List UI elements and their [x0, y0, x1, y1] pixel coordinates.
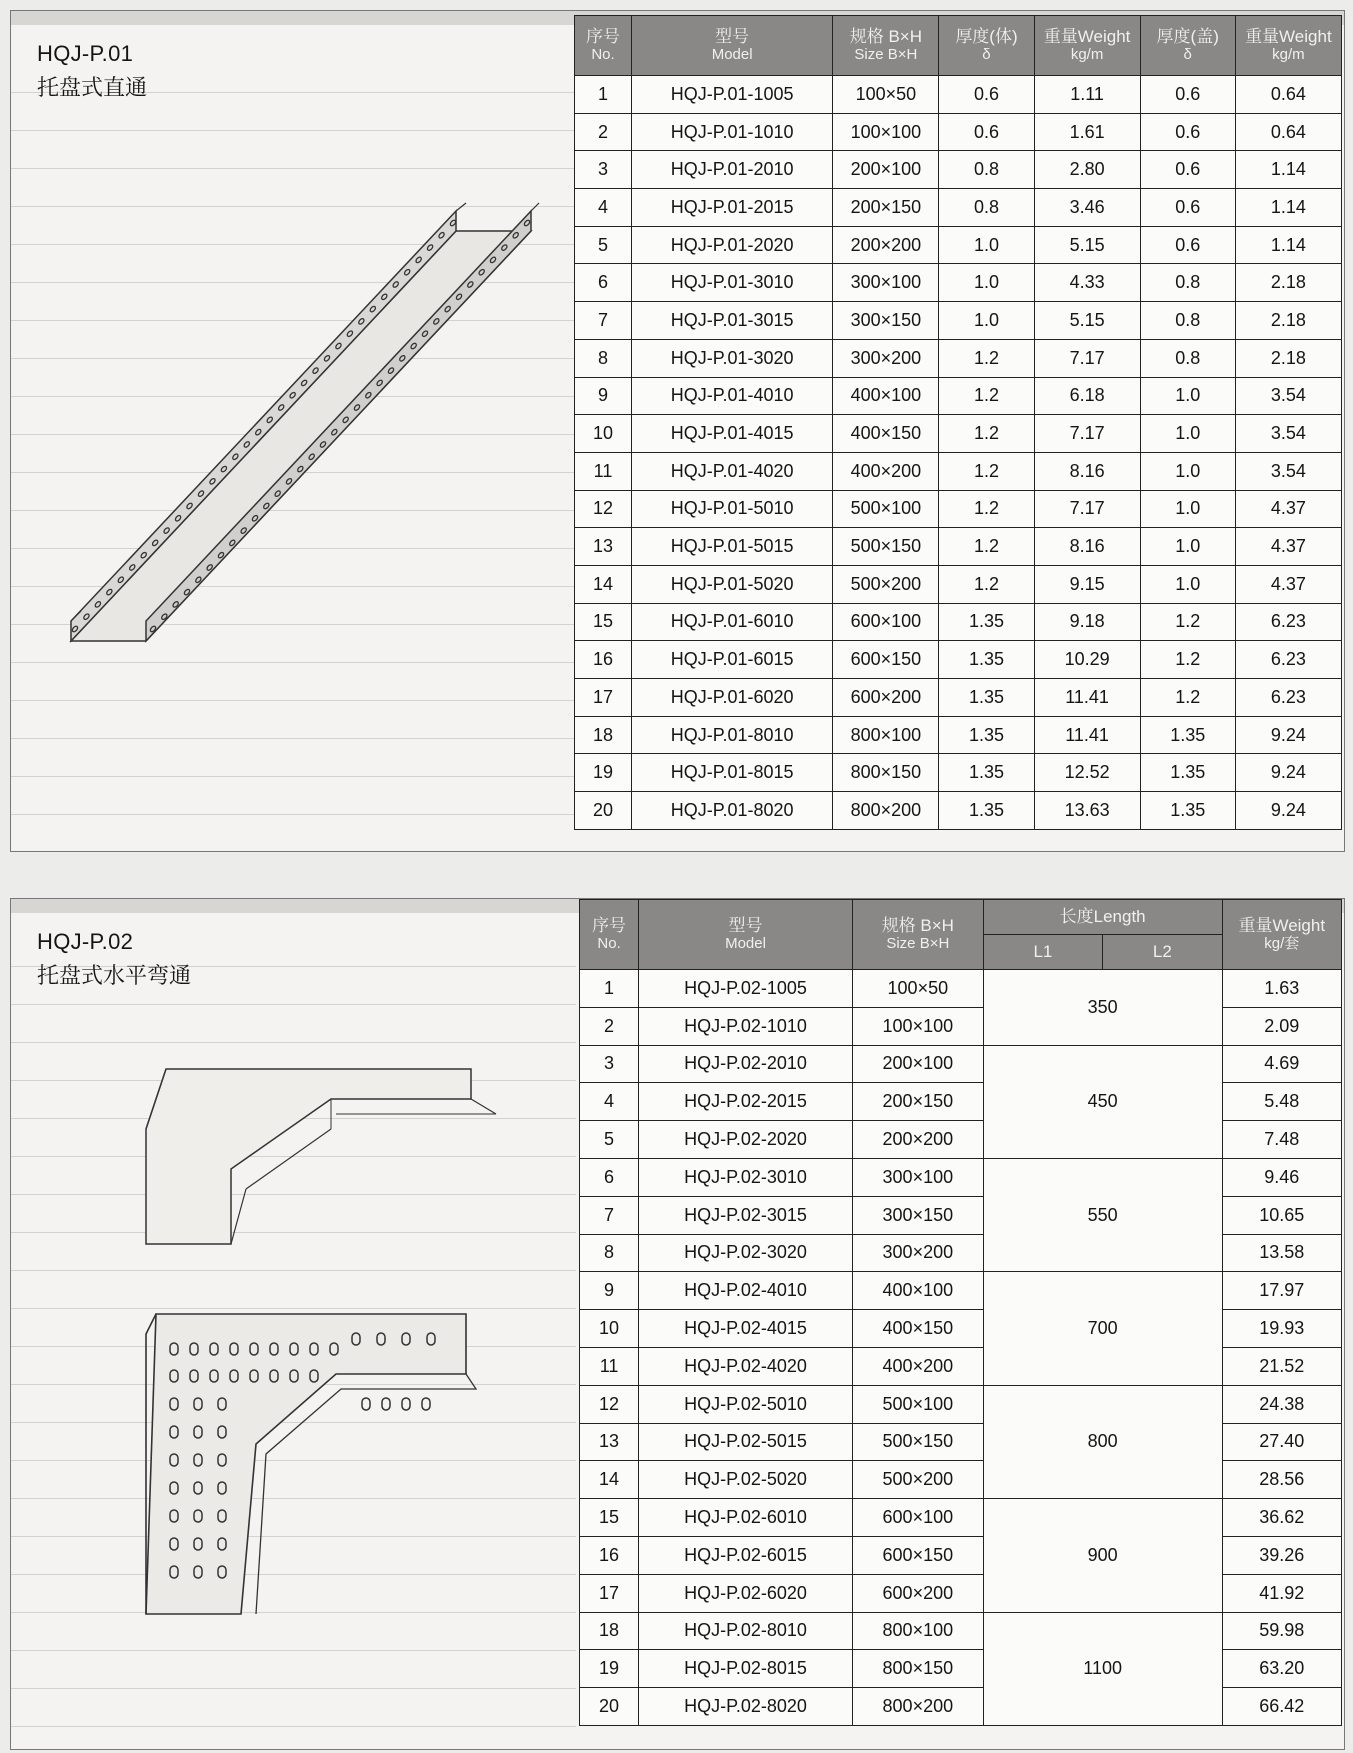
row-no-cell: 16 — [580, 1536, 639, 1574]
model-cell: HQJ-P.02-8020 — [639, 1688, 853, 1726]
row-no-cell: 2 — [580, 1007, 639, 1045]
row-no-cell: 11 — [580, 1347, 639, 1385]
weight-cell: 2.09 — [1222, 1007, 1341, 1045]
table-row — [575, 415, 1342, 453]
thickness-body-cell: 1.35 — [939, 716, 1034, 754]
row-no-cell: 15 — [580, 1499, 639, 1537]
weight-cell: 63.20 — [1222, 1650, 1341, 1688]
weight-body-cell: 3.46 — [1034, 189, 1140, 227]
thickness-cover-cell: 1.0 — [1140, 377, 1235, 415]
thickness-body-cell: 0.6 — [939, 113, 1034, 151]
table-row — [580, 970, 1342, 1008]
product-code: HQJ-P.02 — [37, 929, 134, 954]
size-cell: 300×150 — [833, 302, 939, 340]
row-no-cell: 12 — [580, 1385, 639, 1423]
row-no-cell: 8 — [575, 339, 632, 377]
weight-cell: 17.97 — [1222, 1272, 1341, 1310]
weight-cell: 9.46 — [1222, 1158, 1341, 1196]
product-name: 托盘式直通 — [37, 75, 148, 100]
length-cell: 900 — [983, 1499, 1222, 1612]
weight-body-cell: 12.52 — [1034, 754, 1140, 792]
product-code: HQJ-P.01 — [37, 41, 134, 66]
row-no-cell: 4 — [575, 189, 632, 227]
table-row — [580, 1688, 1342, 1726]
weight-cell: 28.56 — [1222, 1461, 1341, 1499]
table-row — [580, 1385, 1342, 1423]
thickness-body-cell: 1.35 — [939, 679, 1034, 717]
table-row — [580, 1234, 1342, 1272]
weight-cell: 10.65 — [1222, 1196, 1341, 1234]
thickness-body-cell: 1.35 — [939, 641, 1034, 679]
size-cell: 500×200 — [833, 565, 939, 603]
thickness-body-cell: 1.35 — [939, 792, 1034, 830]
length-cell: 550 — [983, 1158, 1222, 1271]
table-row — [580, 1007, 1342, 1045]
weight-cover-cell: 6.23 — [1235, 679, 1341, 717]
weight-cell: 59.98 — [1222, 1612, 1341, 1650]
weight-body-cell: 8.16 — [1034, 452, 1140, 490]
model-cell: HQJ-P.02-1010 — [639, 1007, 853, 1045]
thickness-cover-cell: 0.6 — [1140, 226, 1235, 264]
size-cell: 200×150 — [833, 189, 939, 227]
table-row — [580, 1045, 1342, 1083]
size-cell: 300×200 — [852, 1234, 983, 1272]
weight-cell: 66.42 — [1222, 1688, 1341, 1726]
model-cell: HQJ-P.02-8015 — [639, 1650, 853, 1688]
thickness-cover-cell: 1.2 — [1140, 641, 1235, 679]
size-cell: 500×200 — [852, 1461, 983, 1499]
size-cell: 400×200 — [833, 452, 939, 490]
size-cell: 500×150 — [852, 1423, 983, 1461]
table-row — [580, 1423, 1342, 1461]
weight-body-cell: 13.63 — [1034, 792, 1140, 830]
row-no-cell: 6 — [580, 1158, 639, 1196]
row-no-cell: 19 — [575, 754, 632, 792]
row-no-cell: 11 — [575, 452, 632, 490]
weight-cover-cell: 6.23 — [1235, 603, 1341, 641]
weight-cover-cell: 1.14 — [1235, 189, 1341, 227]
table-row — [575, 603, 1342, 641]
weight-body-cell: 4.33 — [1034, 264, 1140, 302]
model-cell: HQJ-P.01-3020 — [632, 339, 833, 377]
size-cell: 300×100 — [852, 1158, 983, 1196]
length-cell: 800 — [983, 1385, 1222, 1498]
model-cell: HQJ-P.01-4010 — [632, 377, 833, 415]
size-cell: 200×100 — [852, 1045, 983, 1083]
row-no-cell: 16 — [575, 641, 632, 679]
length-cell: 450 — [983, 1045, 1222, 1158]
table-row — [575, 377, 1342, 415]
spec-table-straight — [574, 15, 1342, 830]
table-row — [575, 565, 1342, 603]
model-cell: HQJ-P.01-4015 — [632, 415, 833, 453]
size-cell: 400×100 — [833, 377, 939, 415]
row-no-cell: 6 — [575, 264, 632, 302]
weight-cover-cell: 9.24 — [1235, 754, 1341, 792]
model-cell: HQJ-P.02-2015 — [639, 1083, 853, 1121]
size-cell: 600×200 — [852, 1574, 983, 1612]
weight-cover-cell: 3.54 — [1235, 415, 1341, 453]
thickness-body-cell: 1.35 — [939, 603, 1034, 641]
thickness-body-cell: 1.2 — [939, 490, 1034, 528]
header-thickness-body: 厚度(体) δ — [939, 16, 1034, 76]
weight-cell: 13.58 — [1222, 1234, 1341, 1272]
row-no-cell: 14 — [575, 565, 632, 603]
model-cell: HQJ-P.02-3010 — [639, 1158, 853, 1196]
model-cell: HQJ-P.02-3020 — [639, 1234, 853, 1272]
weight-body-cell: 11.41 — [1034, 679, 1140, 717]
header-l1: L1 — [983, 935, 1102, 970]
thickness-cover-cell: 1.35 — [1140, 716, 1235, 754]
thickness-cover-cell: 1.0 — [1140, 490, 1235, 528]
thickness-cover-cell: 0.8 — [1140, 302, 1235, 340]
table-row — [575, 113, 1342, 151]
thickness-body-cell: 1.2 — [939, 339, 1034, 377]
size-cell: 100×100 — [833, 113, 939, 151]
row-no-cell: 17 — [580, 1574, 639, 1612]
product-section-straight-tray — [10, 10, 1345, 852]
model-cell: HQJ-P.01-6010 — [632, 603, 833, 641]
thickness-cover-cell: 0.8 — [1140, 264, 1235, 302]
weight-body-cell: 7.17 — [1034, 415, 1140, 453]
size-cell: 800×200 — [852, 1688, 983, 1726]
size-cell: 600×200 — [833, 679, 939, 717]
table-row — [575, 339, 1342, 377]
size-cell: 100×50 — [833, 76, 939, 114]
model-cell: HQJ-P.02-6020 — [639, 1574, 853, 1612]
size-cell: 400×200 — [852, 1347, 983, 1385]
weight-cell: 24.38 — [1222, 1385, 1341, 1423]
weight-cell: 7.48 — [1222, 1121, 1341, 1159]
model-cell: HQJ-P.01-5020 — [632, 565, 833, 603]
table-row — [575, 716, 1342, 754]
model-cell: HQJ-P.02-4015 — [639, 1310, 853, 1348]
size-cell: 800×200 — [833, 792, 939, 830]
size-cell: 300×200 — [833, 339, 939, 377]
weight-body-cell: 10.29 — [1034, 641, 1140, 679]
model-cell: HQJ-P.01-1010 — [632, 113, 833, 151]
weight-body-cell: 9.18 — [1034, 603, 1140, 641]
table-row — [575, 792, 1342, 830]
row-no-cell: 12 — [575, 490, 632, 528]
weight-cover-cell: 4.37 — [1235, 528, 1341, 566]
model-cell: HQJ-P.02-2020 — [639, 1121, 853, 1159]
table-row — [575, 264, 1342, 302]
weight-cell: 39.26 — [1222, 1536, 1341, 1574]
thickness-cover-cell: 1.2 — [1140, 679, 1235, 717]
model-cell: HQJ-P.02-2010 — [639, 1045, 853, 1083]
model-cell: HQJ-P.02-4020 — [639, 1347, 853, 1385]
row-no-cell: 10 — [580, 1310, 639, 1348]
weight-body-cell: 9.15 — [1034, 565, 1140, 603]
weight-cover-cell: 9.24 — [1235, 792, 1341, 830]
row-no-cell: 15 — [575, 603, 632, 641]
weight-cover-cell: 4.37 — [1235, 490, 1341, 528]
horizontal-bend-outline-illustration — [136, 1059, 516, 1249]
thickness-cover-cell: 0.8 — [1140, 339, 1235, 377]
weight-body-cell: 1.61 — [1034, 113, 1140, 151]
weight-body-cell: 5.15 — [1034, 302, 1140, 340]
table-row — [575, 151, 1342, 189]
model-cell: HQJ-P.01-2010 — [632, 151, 833, 189]
weight-body-cell: 8.16 — [1034, 528, 1140, 566]
table-row — [575, 754, 1342, 792]
row-no-cell: 1 — [575, 76, 632, 114]
weight-cell: 4.69 — [1222, 1045, 1341, 1083]
weight-cover-cell: 1.14 — [1235, 226, 1341, 264]
weight-cell: 19.93 — [1222, 1310, 1341, 1348]
weight-cell: 41.92 — [1222, 1574, 1341, 1612]
weight-cover-cell: 0.64 — [1235, 113, 1341, 151]
thickness-body-cell: 1.2 — [939, 452, 1034, 490]
product-name: 托盘式水平弯通 — [37, 963, 192, 988]
weight-body-cell: 1.11 — [1034, 76, 1140, 114]
model-cell: HQJ-P.01-3015 — [632, 302, 833, 340]
table-row — [580, 1574, 1342, 1612]
row-no-cell: 3 — [580, 1045, 639, 1083]
spec-table-horizontal-bend — [579, 899, 1342, 1726]
size-cell: 200×100 — [833, 151, 939, 189]
thickness-body-cell: 1.2 — [939, 528, 1034, 566]
table-row — [575, 641, 1342, 679]
length-cell: 1100 — [983, 1612, 1222, 1725]
weight-cover-cell: 3.54 — [1235, 377, 1341, 415]
table-row — [580, 1272, 1342, 1310]
row-no-cell: 17 — [575, 679, 632, 717]
model-cell: HQJ-P.02-4010 — [639, 1272, 853, 1310]
weight-body-cell: 2.80 — [1034, 151, 1140, 189]
thickness-body-cell: 0.6 — [939, 76, 1034, 114]
header-model: 型号 Model — [632, 16, 833, 76]
model-cell: HQJ-P.01-6020 — [632, 679, 833, 717]
weight-body-cell: 6.18 — [1034, 377, 1140, 415]
table-row — [575, 76, 1342, 114]
row-no-cell: 20 — [575, 792, 632, 830]
row-no-cell: 20 — [580, 1688, 639, 1726]
model-cell: HQJ-P.01-3010 — [632, 264, 833, 302]
model-cell: HQJ-P.01-8010 — [632, 716, 833, 754]
thickness-cover-cell: 1.0 — [1140, 528, 1235, 566]
model-cell: HQJ-P.01-1005 — [632, 76, 833, 114]
thickness-body-cell: 1.0 — [939, 302, 1034, 340]
row-no-cell: 10 — [575, 415, 632, 453]
straight-cable-tray-illustration — [61, 201, 541, 681]
thickness-cover-cell: 0.6 — [1140, 76, 1235, 114]
weight-body-cell: 5.15 — [1034, 226, 1140, 264]
thickness-cover-cell: 1.0 — [1140, 565, 1235, 603]
table-row — [575, 452, 1342, 490]
row-no-cell: 9 — [580, 1272, 639, 1310]
model-cell: HQJ-P.02-6010 — [639, 1499, 853, 1537]
thickness-body-cell: 0.8 — [939, 189, 1034, 227]
weight-body-cell: 7.17 — [1034, 339, 1140, 377]
header-size: 规格 B×H Size B×H — [852, 900, 983, 970]
model-cell: HQJ-P.01-6015 — [632, 641, 833, 679]
thickness-cover-cell: 0.6 — [1140, 113, 1235, 151]
model-cell: HQJ-P.01-5015 — [632, 528, 833, 566]
header-weight: 重量Weight kg/套 — [1222, 900, 1341, 970]
weight-cover-cell: 3.54 — [1235, 452, 1341, 490]
weight-cell: 36.62 — [1222, 1499, 1341, 1537]
thickness-cover-cell: 1.35 — [1140, 754, 1235, 792]
table-row — [575, 528, 1342, 566]
row-no-cell: 7 — [580, 1196, 639, 1234]
thickness-cover-cell: 1.35 — [1140, 792, 1235, 830]
size-cell: 400×100 — [852, 1272, 983, 1310]
thickness-cover-cell: 0.6 — [1140, 189, 1235, 227]
row-no-cell: 3 — [575, 151, 632, 189]
thickness-body-cell: 1.0 — [939, 264, 1034, 302]
row-no-cell: 18 — [575, 716, 632, 754]
model-cell: HQJ-P.02-3015 — [639, 1196, 853, 1234]
weight-cover-cell: 0.64 — [1235, 76, 1341, 114]
weight-cover-cell: 2.18 — [1235, 302, 1341, 340]
size-cell: 800×150 — [833, 754, 939, 792]
size-cell: 300×100 — [833, 264, 939, 302]
size-cell: 200×150 — [852, 1083, 983, 1121]
header-size: 规格 B×H Size B×H — [833, 16, 939, 76]
size-cell: 600×150 — [852, 1536, 983, 1574]
model-cell: HQJ-P.02-5020 — [639, 1461, 853, 1499]
thickness-body-cell: 1.2 — [939, 565, 1034, 603]
header-weight-cover: 重量Weight kg/m — [1235, 16, 1341, 76]
table-row — [580, 1612, 1342, 1650]
size-cell: 500×100 — [833, 490, 939, 528]
thickness-body-cell: 1.0 — [939, 226, 1034, 264]
weight-cover-cell: 4.37 — [1235, 565, 1341, 603]
model-cell: HQJ-P.01-5010 — [632, 490, 833, 528]
table-row — [580, 1347, 1342, 1385]
weight-cover-cell: 1.14 — [1235, 151, 1341, 189]
table-row — [580, 1121, 1342, 1159]
header-length: 长度Length — [983, 900, 1222, 935]
model-cell: HQJ-P.01-2020 — [632, 226, 833, 264]
table-row — [580, 1650, 1342, 1688]
model-cell: HQJ-P.01-8020 — [632, 792, 833, 830]
table-row — [580, 1461, 1342, 1499]
row-no-cell: 13 — [580, 1423, 639, 1461]
weight-cover-cell: 2.18 — [1235, 339, 1341, 377]
thickness-body-cell: 1.2 — [939, 415, 1034, 453]
row-no-cell: 2 — [575, 113, 632, 151]
model-cell: HQJ-P.02-5015 — [639, 1423, 853, 1461]
row-no-cell: 4 — [580, 1083, 639, 1121]
model-cell: HQJ-P.01-4020 — [632, 452, 833, 490]
weight-cell: 27.40 — [1222, 1423, 1341, 1461]
size-cell: 500×100 — [852, 1385, 983, 1423]
row-no-cell: 13 — [575, 528, 632, 566]
table-row — [575, 226, 1342, 264]
table-row — [580, 1158, 1342, 1196]
model-cell: HQJ-P.02-1005 — [639, 970, 853, 1008]
row-no-cell: 18 — [580, 1612, 639, 1650]
weight-cell: 5.48 — [1222, 1083, 1341, 1121]
thickness-cover-cell: 0.6 — [1140, 151, 1235, 189]
size-cell: 600×100 — [852, 1499, 983, 1537]
thickness-body-cell: 1.35 — [939, 754, 1034, 792]
size-cell: 800×100 — [833, 716, 939, 754]
row-no-cell: 7 — [575, 302, 632, 340]
weight-body-cell: 11.41 — [1034, 716, 1140, 754]
table-row — [580, 1196, 1342, 1234]
thickness-cover-cell: 1.2 — [1140, 603, 1235, 641]
model-cell: HQJ-P.01-2015 — [632, 189, 833, 227]
table-row — [575, 189, 1342, 227]
table-row — [580, 1499, 1342, 1537]
size-cell: 600×100 — [833, 603, 939, 641]
length-cell: 700 — [983, 1272, 1222, 1385]
thickness-cover-cell: 1.0 — [1140, 415, 1235, 453]
table-row — [580, 1536, 1342, 1574]
header-model: 型号 Model — [639, 900, 853, 970]
weight-cover-cell: 6.23 — [1235, 641, 1341, 679]
size-cell: 400×150 — [833, 415, 939, 453]
size-cell: 500×150 — [833, 528, 939, 566]
row-no-cell: 14 — [580, 1461, 639, 1499]
weight-cover-cell: 2.18 — [1235, 264, 1341, 302]
header-no: 序号 No. — [580, 900, 639, 970]
model-cell: HQJ-P.02-8010 — [639, 1612, 853, 1650]
weight-cover-cell: 9.24 — [1235, 716, 1341, 754]
product-section-horizontal-bend — [10, 898, 1345, 1750]
weight-body-cell: 7.17 — [1034, 490, 1140, 528]
length-cell: 350 — [983, 970, 1222, 1046]
perforated-bend-illustration — [136, 1294, 496, 1634]
header-thickness-cover: 厚度(盖) δ — [1140, 16, 1235, 76]
row-no-cell: 1 — [580, 970, 639, 1008]
row-no-cell: 8 — [580, 1234, 639, 1272]
table-row — [575, 679, 1342, 717]
row-no-cell: 5 — [575, 226, 632, 264]
header-weight-body: 重量Weight kg/m — [1034, 16, 1140, 76]
table-row — [580, 1310, 1342, 1348]
model-cell: HQJ-P.01-8015 — [632, 754, 833, 792]
size-cell: 200×200 — [833, 226, 939, 264]
thickness-body-cell: 1.2 — [939, 377, 1034, 415]
table-row — [575, 490, 1342, 528]
thickness-body-cell: 0.8 — [939, 151, 1034, 189]
header-l2: L2 — [1103, 935, 1222, 970]
thickness-cover-cell: 1.0 — [1140, 452, 1235, 490]
model-cell: HQJ-P.02-6015 — [639, 1536, 853, 1574]
size-cell: 400×150 — [852, 1310, 983, 1348]
row-no-cell: 9 — [575, 377, 632, 415]
size-cell: 800×150 — [852, 1650, 983, 1688]
weight-cell: 21.52 — [1222, 1347, 1341, 1385]
size-cell: 600×150 — [833, 641, 939, 679]
size-cell: 300×150 — [852, 1196, 983, 1234]
table-row — [575, 302, 1342, 340]
header-no: 序号 No. — [575, 16, 632, 76]
row-no-cell: 5 — [580, 1121, 639, 1159]
row-no-cell: 19 — [580, 1650, 639, 1688]
weight-cell: 1.63 — [1222, 970, 1341, 1008]
size-cell: 100×100 — [852, 1007, 983, 1045]
size-cell: 100×50 — [852, 970, 983, 1008]
size-cell: 800×100 — [852, 1612, 983, 1650]
table-row — [580, 1083, 1342, 1121]
model-cell: HQJ-P.02-5010 — [639, 1385, 853, 1423]
size-cell: 200×200 — [852, 1121, 983, 1159]
